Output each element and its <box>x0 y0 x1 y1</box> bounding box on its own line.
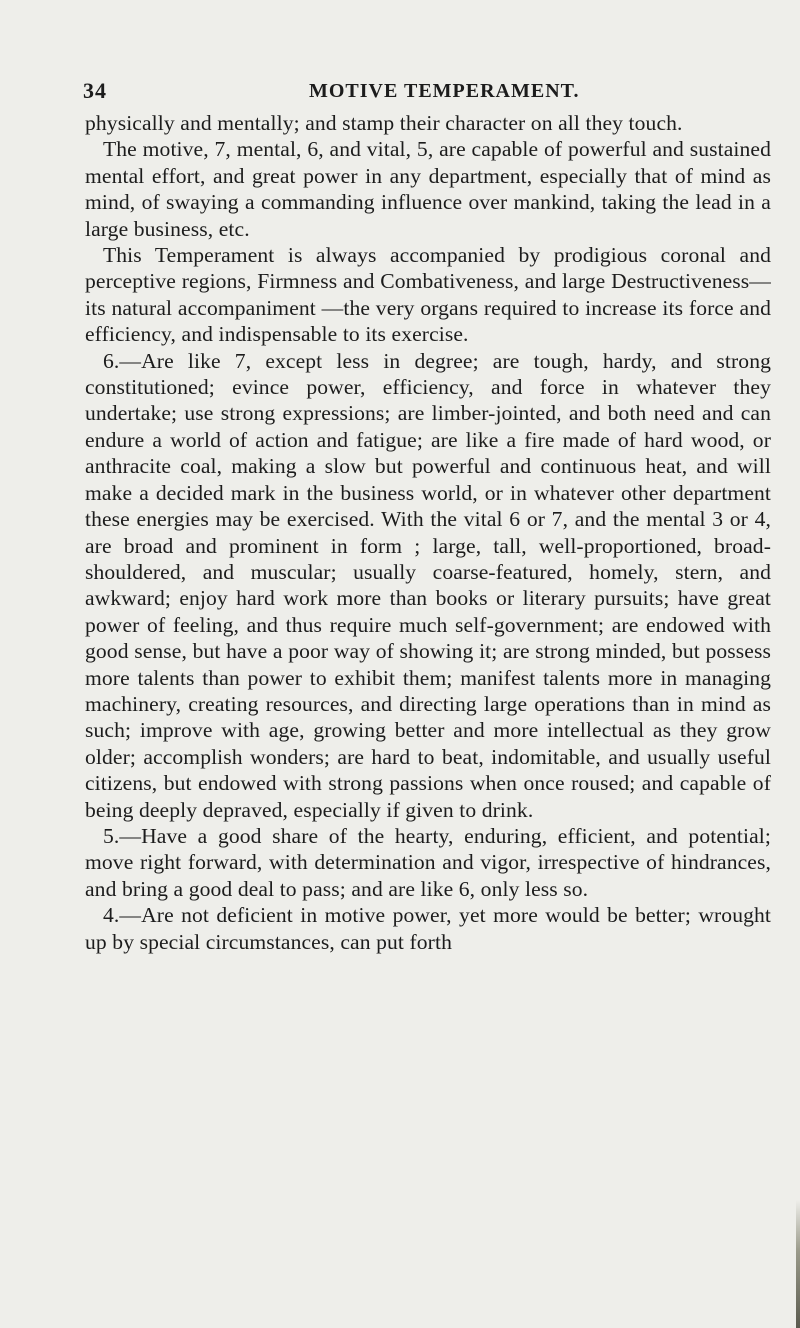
paragraph-continuation: physically and mentally; and stamp their character on all they touch. <box>85 111 683 135</box>
paragraph-motive-mental-vital: The motive, 7, mental, 6, and vital, 5, are capable of powerful and sustained mental effort, and great power in any department, especially that of mind as mind, of swaying a commanding influence over mankind, taking the lead in a large business, etc. <box>85 137 771 241</box>
paragraph-degree-6: 6.—Are like 7, except less in degree; are tough, hardy, and strong constitutioned; evince power, efficiency, and force in whatever they undertake; use strong expressions; are limber-jointed, and both need and can endure a world of action and fatigue; are like a fire made of hard wood, or anthracite coal, making a slow but powerful and continuous heat, and will make a decided mark in the business world, or in whatever other department these energies may be exercised. With the vital 6 or 7, and the mental 3 or 4, are broad and prominent in form ; large, tall, well-proportioned, broad-shouldered, and muscular; usually coarse-featured, homely, stern, and awkward; enjoy hard work more than books or literary pursuits; have great power of feeling, and thus require much self-government; are endowed with good sense, but have a poor way of showing it; are strong minded, but possess more talents than power to exhibit them; manifest talents more in managing machinery, creating resources, and directing large operations than in mind as such; improve with age, growing better and more intellectual as they grow older; accomplish wonders; are hard to beat, indomitable, and usually useful citizens, but endowed with strong passions when once roused; and capable of being deeply depraved, especially if given to drink. <box>85 348 771 822</box>
page-number: 34 <box>83 78 107 103</box>
book-page <box>85 78 771 955</box>
running-title: MOTIVE TEMPERAMENT. <box>309 80 580 102</box>
paragraph-temperament-organs: This Temperament is always accompanied by prodigious coronal and perceptive regions, Firmness and Combativeness, and large Destructiveness—its natural accompaniment —the very organs required to increase its force and efficiency, and indispensable to its exercise. <box>85 243 771 347</box>
page-edge-shadow <box>796 1200 800 1328</box>
running-head <box>85 78 771 110</box>
paragraph-degree-4: 4.—Are not deficient in motive power, yet more would be better; wrought up by special circumstances, can put forth <box>85 903 771 954</box>
paragraph-degree-5: 5.—Have a good share of the hearty, enduring, efficient, and potential; move right forward, with determination and vigor, irrespective of hindrances, and bring a good deal to pass; and are like 6, only less so. <box>85 823 771 901</box>
